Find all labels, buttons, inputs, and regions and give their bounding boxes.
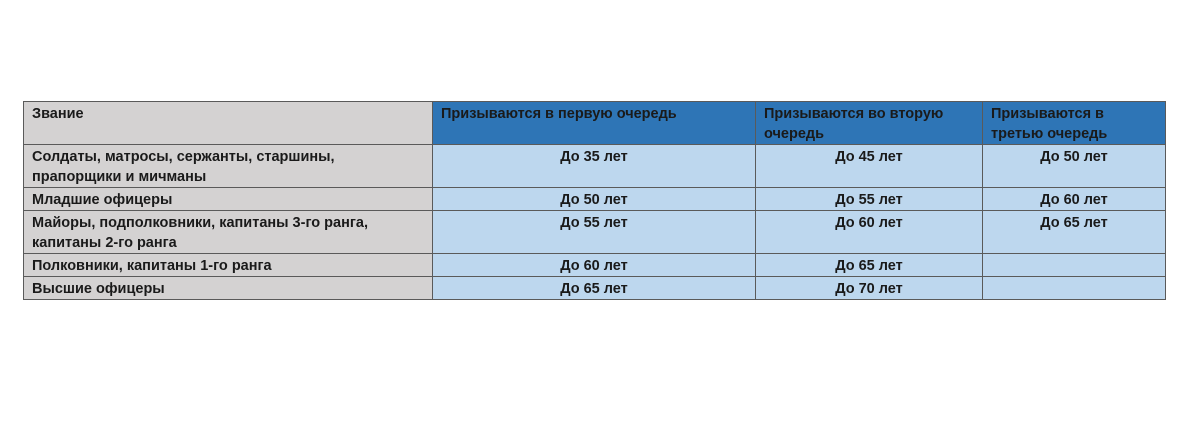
third-order-cell: До 65 лет — [983, 211, 1166, 254]
table-row — [24, 211, 1166, 254]
second-order-cell: До 65 лет — [756, 254, 983, 277]
second-order-cell: До 60 лет — [756, 211, 983, 254]
header-third-order: Призываются в третью очередь — [983, 102, 1166, 145]
header-first-order: Призываются в первую очередь — [433, 102, 756, 145]
rank-cell: Высшие офицеры — [24, 277, 433, 300]
second-order-cell: До 45 лет — [756, 145, 983, 188]
first-order-cell: До 65 лет — [433, 277, 756, 300]
table-row — [24, 188, 1166, 211]
rank-cell: Майоры, подполковники, капитаны 3-го ранга, капитаны 2-го ранга — [24, 211, 433, 254]
table-row — [24, 277, 1166, 300]
rank-cell: Солдаты, матросы, сержанты, старшины, прапорщики и мичманы — [24, 145, 433, 188]
table-header-row — [24, 102, 1166, 145]
conscription-age-table — [23, 101, 1166, 300]
rank-cell: Младшие офицеры — [24, 188, 433, 211]
first-order-cell: До 60 лет — [433, 254, 756, 277]
rank-cell: Полковники, капитаны 1-го ранга — [24, 254, 433, 277]
third-order-cell — [983, 254, 1166, 277]
first-order-cell: До 50 лет — [433, 188, 756, 211]
first-order-cell: До 35 лет — [433, 145, 756, 188]
header-rank: Звание — [24, 102, 433, 145]
table-row — [24, 254, 1166, 277]
third-order-cell: До 60 лет — [983, 188, 1166, 211]
table-row — [24, 145, 1166, 188]
third-order-cell: До 50 лет — [983, 145, 1166, 188]
second-order-cell: До 70 лет — [756, 277, 983, 300]
header-second-order: Призываются во вторую очередь — [756, 102, 983, 145]
first-order-cell: До 55 лет — [433, 211, 756, 254]
second-order-cell: До 55 лет — [756, 188, 983, 211]
third-order-cell — [983, 277, 1166, 300]
